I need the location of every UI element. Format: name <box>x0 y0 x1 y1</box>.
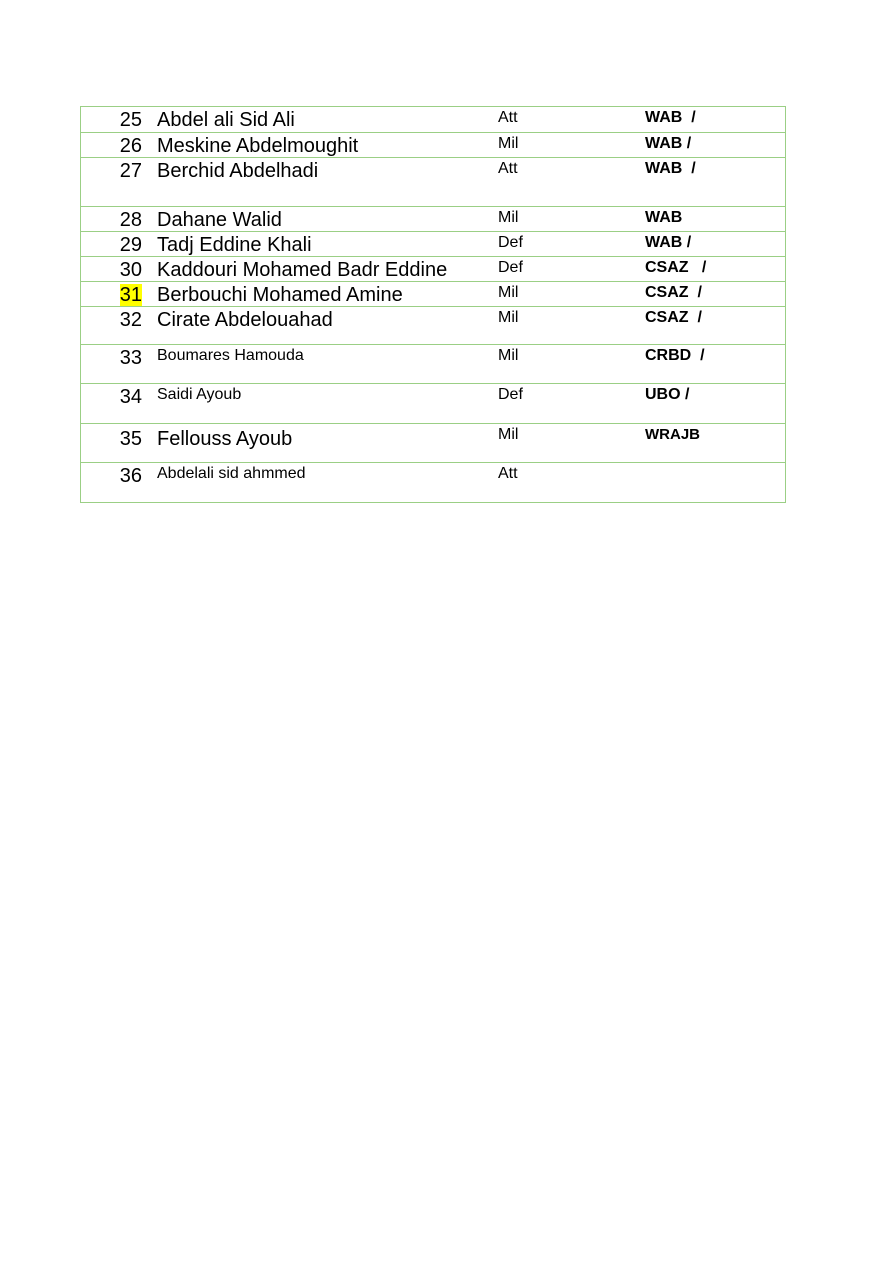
player-name: Saidi Ayoub <box>157 386 242 403</box>
player-club: WAB / <box>645 109 696 126</box>
player-club: UBO / <box>645 386 690 403</box>
player-number: 34 <box>119 386 142 408</box>
player-name: Dahane Walid <box>157 209 282 231</box>
player-club: WAB <box>645 209 683 226</box>
table-row <box>81 344 785 383</box>
player-number: 29 <box>119 234 142 256</box>
player-number: 36 <box>119 465 142 487</box>
table-row <box>81 256 785 281</box>
roster-table <box>80 106 786 503</box>
player-club: WAB / <box>645 234 692 251</box>
player-position: Att <box>498 109 518 126</box>
player-position: Def <box>498 386 523 403</box>
player-number <box>101 285 142 305</box>
player-position: Att <box>498 160 518 177</box>
table-row <box>81 231 785 256</box>
player-number: 28 <box>119 209 142 231</box>
player-name: Meskine Abdelmoughit <box>157 135 359 157</box>
player-position: Def <box>498 234 523 251</box>
player-number: 35 <box>119 428 142 450</box>
number-highlight: 31 <box>119 284 142 306</box>
player-name: Abdel ali Sid Ali <box>157 109 295 131</box>
player-name: Cirate Abdelouahad <box>157 309 333 331</box>
player-position: Mil <box>498 426 519 443</box>
player-club: CRBD / <box>645 347 705 364</box>
player-name: Abdelali sid ahmmed <box>157 465 306 482</box>
table-row <box>81 132 785 157</box>
player-number: 25 <box>119 109 142 131</box>
player-club: WAB / <box>645 160 696 177</box>
player-number: 30 <box>119 259 142 281</box>
player-club: WAB / <box>645 135 692 152</box>
player-name: Boumares Hamouda <box>157 347 304 364</box>
player-number: 26 <box>119 135 142 157</box>
player-club: CSAZ / <box>645 259 707 276</box>
table-row <box>81 107 785 132</box>
player-name: Tadj Eddine Khali <box>157 234 312 256</box>
player-number: 33 <box>119 347 142 369</box>
player-name: Berchid Abdelhadi <box>157 160 319 182</box>
player-number: 27 <box>119 160 142 182</box>
table-row <box>81 306 785 344</box>
player-position: Mil <box>498 284 519 301</box>
player-name: Kaddouri Mohamed Badr Eddine <box>157 259 448 281</box>
player-name: Berbouchi Mohamed Amine <box>157 284 403 306</box>
table-row <box>81 462 785 502</box>
table-row <box>81 383 785 423</box>
table-row <box>81 423 785 462</box>
player-position: Att <box>498 465 518 482</box>
player-number: 32 <box>119 309 142 331</box>
player-position: Def <box>498 259 523 276</box>
player-club: CSAZ / <box>645 309 702 326</box>
table-row <box>81 206 785 231</box>
player-position: Mil <box>498 209 519 226</box>
player-position: Mil <box>498 135 519 152</box>
player-club: CSAZ / <box>645 284 702 301</box>
player-club: WRAJB <box>645 426 700 443</box>
player-position: Mil <box>498 309 519 326</box>
table-row <box>81 157 785 206</box>
player-name: Fellouss Ayoub <box>157 428 293 450</box>
table-row <box>81 281 785 306</box>
player-position: Mil <box>498 347 519 364</box>
